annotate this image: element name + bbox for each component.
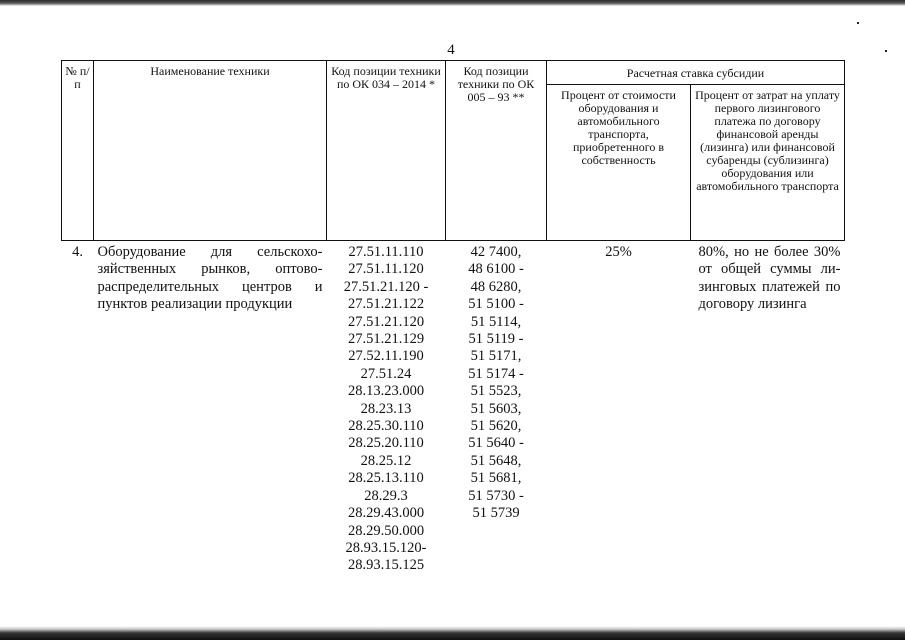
header-subsidy-rate: Расчетная ставка субсидии xyxy=(547,61,845,85)
table-row xyxy=(62,241,845,575)
code-line: 51 5523, xyxy=(470,383,522,400)
scan-edge-bottom xyxy=(0,626,905,640)
code-line: 27.51.21.129 xyxy=(347,331,425,348)
code-line: 28.93.15.125 xyxy=(347,557,425,574)
code-line: 42 7400, xyxy=(470,244,522,260)
code-line: 51 5171, xyxy=(470,348,522,365)
code-line: 28.13.23.000 xyxy=(347,383,425,400)
code-line: 51 5174 - xyxy=(468,365,524,382)
header-row-number: № п/п xyxy=(62,61,94,241)
ok005-codes xyxy=(446,241,547,575)
code-line: 51 5100 - xyxy=(468,296,524,313)
equipment-name: Оборудование для сельскохо-зяйственных рынков, оптово-распределительных центров и пунктов реализации продукции xyxy=(97,244,323,313)
code-line: 51 5119 - xyxy=(468,331,524,348)
code-line: 27.51.11.110 xyxy=(348,244,424,260)
code-line: 27.51.11.120 xyxy=(348,261,424,278)
rate-ownership: 25% xyxy=(605,244,632,260)
code-line: 28.25.12 xyxy=(360,452,412,469)
code-line: 28.93.15.120- xyxy=(345,539,427,556)
code-line: 51 5681, xyxy=(470,470,522,487)
code-line: 28.25.30.110 xyxy=(348,418,424,435)
subsidy-table xyxy=(61,60,845,575)
code-line: 51 5603, xyxy=(470,400,522,417)
code-line: 27.51.24 xyxy=(360,365,412,382)
code-line: 27.51.21.120 xyxy=(347,313,425,330)
code-line: 51 5739 xyxy=(472,505,520,522)
code-line: 51 5730 - xyxy=(468,487,524,504)
code-line: 28.29.50.000 xyxy=(347,522,425,539)
row-number: 4. xyxy=(72,244,83,260)
rate-leasing: 80%, но не более 30% от общей суммы ли-зинговых платежей по договору лизинга xyxy=(698,244,841,313)
code-line: 27.52.11.190 xyxy=(348,348,424,365)
ok034-code-list xyxy=(331,244,442,575)
code-line: 28.25.13.110 xyxy=(348,470,424,487)
header-code-ok034: Код позиции техники по ОК 034 – 2014 * xyxy=(327,61,446,241)
page-number: 4 xyxy=(447,42,455,58)
ok005-code-list xyxy=(450,244,543,523)
header-rate-ownership: Процент от стоимости оборудования и автомобильного транспорта, приобретенного в собственность xyxy=(547,85,691,241)
scan-edge-top xyxy=(0,0,905,6)
code-line: 27.51.21.122 xyxy=(347,296,425,313)
code-line: 27.51.21.120 - xyxy=(343,278,429,295)
code-line: 28.29.3 xyxy=(364,487,408,504)
ok034-codes xyxy=(327,241,446,575)
code-line: 28.25.20.110 xyxy=(348,435,424,452)
header-code-ok005: Код позиции техники по ОК 005 – 93 ** xyxy=(446,61,547,241)
code-line: 48 6280, xyxy=(470,278,522,295)
code-line: 51 5114, xyxy=(470,313,522,330)
header-equipment-name: Наименование техники xyxy=(94,61,327,241)
code-line: 51 5640 - xyxy=(468,435,524,452)
code-line: 51 5648, xyxy=(470,452,522,469)
code-line: 28.23.13 xyxy=(360,400,412,417)
scan-speck xyxy=(857,22,859,24)
header-rate-leasing: Процент от затрат на уплату первого лизингового платежа по договору финансовой аренды (лизинга) или финансовой субаренды (сублизинга) оборудования или автомобильного транспорта xyxy=(691,85,845,241)
code-line: 51 5620, xyxy=(470,418,522,435)
scan-speck xyxy=(885,50,887,52)
code-line: 48 6100 - xyxy=(468,261,524,278)
code-line: 28.29.43.000 xyxy=(347,505,425,522)
